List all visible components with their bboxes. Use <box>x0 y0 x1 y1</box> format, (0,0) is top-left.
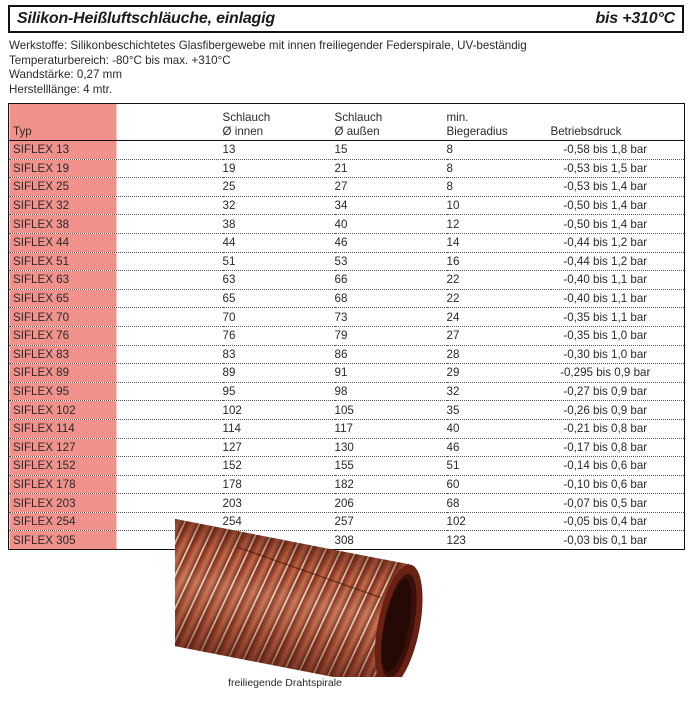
spec-line-herstelllaenge: Herstelllänge: 4 mtr. <box>9 82 113 96</box>
cell-operating-pressure: -0,10 bis 0,6 bar <box>551 475 685 494</box>
cell-typ: SIFLEX 32 <box>9 196 223 215</box>
cell-outer-diameter: 130 <box>335 438 447 457</box>
cell-outer-diameter: 27 <box>335 178 447 197</box>
cell-typ: SIFLEX 76 <box>9 326 223 345</box>
table-row <box>9 326 685 345</box>
cell-typ: SIFLEX 25 <box>9 178 223 197</box>
cell-operating-pressure: -0,53 bis 1,4 bar <box>551 178 685 197</box>
cell-outer-diameter: 206 <box>335 494 447 513</box>
cell-outer-diameter: 182 <box>335 475 447 494</box>
cell-inner-diameter: 127 <box>223 438 335 457</box>
page-title: Silikon-Heißluftschläuche, einlagig <box>17 10 275 27</box>
cell-bend-radius: 22 <box>447 271 551 290</box>
cell-operating-pressure: -0,50 bis 1,4 bar <box>551 215 685 234</box>
spec-line-temperaturbereich: Temperaturbereich: -80°C bis max. +310°C <box>9 53 231 67</box>
table-row <box>9 196 685 215</box>
table-row <box>9 438 685 457</box>
cell-outer-diameter: 117 <box>335 419 447 438</box>
table-row <box>9 271 685 290</box>
cell-typ: SIFLEX 152 <box>9 457 223 476</box>
cell-operating-pressure: -0,21 bis 0,8 bar <box>551 419 685 438</box>
cell-inner-diameter: 70 <box>223 308 335 327</box>
cell-inner-diameter: 65 <box>223 289 335 308</box>
cell-inner-diameter: 13 <box>223 141 335 160</box>
cell-outer-diameter: 91 <box>335 364 447 383</box>
cell-bend-radius: 40 <box>447 419 551 438</box>
cell-bend-radius: 123 <box>446 533 466 547</box>
column-header-line: Ø außen <box>334 124 380 138</box>
cell-outer-diameter: 34 <box>335 196 447 215</box>
cell-typ: SIFLEX 65 <box>9 289 223 308</box>
cell-inner-diameter: 63 <box>223 271 335 290</box>
cell-bend-radius: 8 <box>447 141 551 160</box>
cell-inner-diameter: 102 <box>223 401 335 420</box>
cell-inner-diameter: 51 <box>223 252 335 271</box>
cell-outer-diameter: 53 <box>335 252 447 271</box>
column-header-typ <box>9 104 223 141</box>
cell-typ: SIFLEX 70 <box>9 308 223 327</box>
column-header-line: Schlauch <box>222 111 271 124</box>
cell-inner-diameter: 38 <box>223 215 335 234</box>
cell-inner-diameter: 114 <box>223 419 335 438</box>
table-row <box>9 252 685 271</box>
cell-operating-pressure: -0,30 bis 1,0 bar <box>551 345 685 364</box>
table-row <box>9 475 685 494</box>
temperature-badge: bis +310°C <box>595 10 675 27</box>
cell-inner-diameter: 254 <box>223 512 335 531</box>
cell-typ: SIFLEX 114 <box>9 419 223 438</box>
table-row <box>9 215 685 234</box>
spec-line-wandstaerke: Wandstärke: 0,27 mm <box>9 68 122 82</box>
column-header-line: min. <box>446 111 469 124</box>
cell-inner-diameter: 19 <box>223 159 335 178</box>
column-header-line: Ø innen <box>222 124 264 138</box>
cell-operating-pressure: -0,40 bis 1,1 bar <box>551 289 685 308</box>
table-row <box>9 141 685 160</box>
cell-operating-pressure: -0,17 bis 0,8 bar <box>551 438 685 457</box>
cell-inner-diameter: 25 <box>223 178 335 197</box>
cell-bend-radius: 12 <box>447 215 551 234</box>
cell-typ: SIFLEX 13 <box>9 141 223 160</box>
cell-bend-radius: 24 <box>447 308 551 327</box>
cell-operating-pressure: -0,07 bis 0,5 bar <box>551 494 685 513</box>
cell-inner-diameter: 152 <box>223 457 335 476</box>
cell-outer-diameter: 98 <box>335 382 447 401</box>
cell-outer-diameter: 66 <box>335 271 447 290</box>
title-bar <box>8 5 684 33</box>
column-header-line: Biegeradius <box>446 124 508 138</box>
cell-operating-pressure: -0,26 bis 0,9 bar <box>551 401 685 420</box>
cell-outer-diameter: 15 <box>335 141 447 160</box>
table-row <box>9 159 685 178</box>
cell-outer-diameter: 46 <box>335 233 447 252</box>
table-row <box>9 382 685 401</box>
cell-operating-pressure: -0,295 bis 0,9 bar <box>551 364 685 383</box>
cell-bend-radius: 35 <box>447 401 551 420</box>
hose-product-image <box>175 512 510 677</box>
cell-bend-radius: 14 <box>447 233 551 252</box>
cell-outer-diameter: 257 <box>335 512 447 531</box>
cell-typ: SIFLEX 102 <box>9 401 223 420</box>
cell-typ: SIFLEX 95 <box>9 382 223 401</box>
cell-outer-diameter: 155 <box>335 457 447 476</box>
cell-bend-radius: 10 <box>447 196 551 215</box>
cell-bend-radius: 8 <box>447 159 551 178</box>
table-row <box>9 308 685 327</box>
table-row <box>9 345 685 364</box>
cell-typ: SIFLEX 63 <box>9 271 223 290</box>
cell-operating-pressure: -0,35 bis 1,1 bar <box>551 308 685 327</box>
cell-bend-radius: 16 <box>447 252 551 271</box>
cell-operating-pressure: -0,35 bis 1,0 bar <box>551 326 685 345</box>
cell-bend-radius: 102 <box>447 512 551 531</box>
cell-bend-radius: 27 <box>447 326 551 345</box>
cell-typ: SIFLEX 127 <box>9 438 223 457</box>
cell-outer-diameter: 308 <box>334 533 354 547</box>
column-header-bend-radius <box>447 104 551 141</box>
column-header-outer-diameter <box>335 104 447 141</box>
cell-bend-radius: 60 <box>447 475 551 494</box>
column-header-line: Betriebsdruck <box>550 124 622 138</box>
cell-inner-diameter: 203 <box>223 494 335 513</box>
table-row <box>9 457 685 476</box>
cell-inner-diameter: 32 <box>223 196 335 215</box>
cell-operating-pressure: -0,03 bis 0,1 bar <box>563 533 648 547</box>
cell-operating-pressure: -0,44 bis 1,2 bar <box>551 233 685 252</box>
cell-operating-pressure: -0,14 bis 0,6 bar <box>551 457 685 476</box>
cell-typ: SIFLEX 19 <box>9 159 223 178</box>
cell-bend-radius: 32 <box>447 382 551 401</box>
cell-inner-diameter: 76 <box>223 326 335 345</box>
cell-typ: SIFLEX 83 <box>9 345 223 364</box>
table-row <box>9 494 685 513</box>
cell-operating-pressure: -0,05 bis 0,4 bar <box>551 512 685 531</box>
cell-typ: SIFLEX 51 <box>9 252 223 271</box>
cell-bend-radius: 68 <box>447 494 551 513</box>
cell-operating-pressure: -0,40 bis 1,1 bar <box>551 271 685 290</box>
spec-list <box>9 39 679 97</box>
column-header-line: Typ <box>13 124 32 138</box>
cell-bend-radius: 28 <box>447 345 551 364</box>
cell-operating-pressure: -0,44 bis 1,2 bar <box>551 252 685 271</box>
figure-caption: freiliegende Drahtspirale <box>228 677 342 689</box>
cell-outer-diameter: 105 <box>335 401 447 420</box>
column-header-operating-pressure <box>551 104 685 141</box>
cell-operating-pressure: -0,53 bis 1,5 bar <box>551 159 685 178</box>
cell-outer-diameter: 79 <box>335 326 447 345</box>
cell-bend-radius: 51 <box>447 457 551 476</box>
cell-outer-diameter: 40 <box>335 215 447 234</box>
cell-bend-radius: 46 <box>447 438 551 457</box>
column-header-line: Schlauch <box>334 111 383 124</box>
cell-bend-radius: 8 <box>447 178 551 197</box>
cell-inner-diameter: 89 <box>223 364 335 383</box>
table-row <box>9 419 685 438</box>
column-header-inner-diameter <box>223 104 335 141</box>
cell-bend-radius: 29 <box>447 364 551 383</box>
cell-typ: SIFLEX 305 <box>9 531 223 550</box>
cell-inner-diameter: 95 <box>223 382 335 401</box>
table-row <box>9 364 685 383</box>
cell-typ: SIFLEX 38 <box>9 215 223 234</box>
cell-outer-diameter: 73 <box>335 308 447 327</box>
cell-operating-pressure: -0,58 bis 1,8 bar <box>551 141 685 160</box>
cell-typ: SIFLEX 254 <box>9 512 223 531</box>
spec-line-werkstoffe: Werkstoffe: Silikonbeschichtetes Glasfibergewebe mit innen freiliegender Federspirale, UV-beständig <box>9 39 527 52</box>
cell-inner-diameter: 178 <box>223 475 335 494</box>
cell-outer-diameter: 86 <box>335 345 447 364</box>
table-row <box>9 401 685 420</box>
cell-operating-pressure: -0,27 bis 0,9 bar <box>551 382 685 401</box>
cell-operating-pressure: -0,50 bis 1,4 bar <box>551 196 685 215</box>
product-table <box>8 103 685 550</box>
cell-typ: SIFLEX 203 <box>9 494 223 513</box>
cell-bend-radius: 22 <box>447 289 551 308</box>
cell-typ: SIFLEX 89 <box>9 364 223 383</box>
cell-inner-diameter: 83 <box>223 345 335 364</box>
table-body <box>9 141 685 550</box>
cell-outer-diameter: 21 <box>335 159 447 178</box>
table-row <box>9 289 685 308</box>
cell-outer-diameter: 68 <box>335 289 447 308</box>
cell-typ: SIFLEX 178 <box>9 475 223 494</box>
table-row <box>9 178 685 197</box>
cell-typ: SIFLEX 44 <box>9 233 223 252</box>
table-row <box>9 233 685 252</box>
table-header-row <box>9 104 685 141</box>
cell-inner-diameter: 44 <box>223 233 335 252</box>
